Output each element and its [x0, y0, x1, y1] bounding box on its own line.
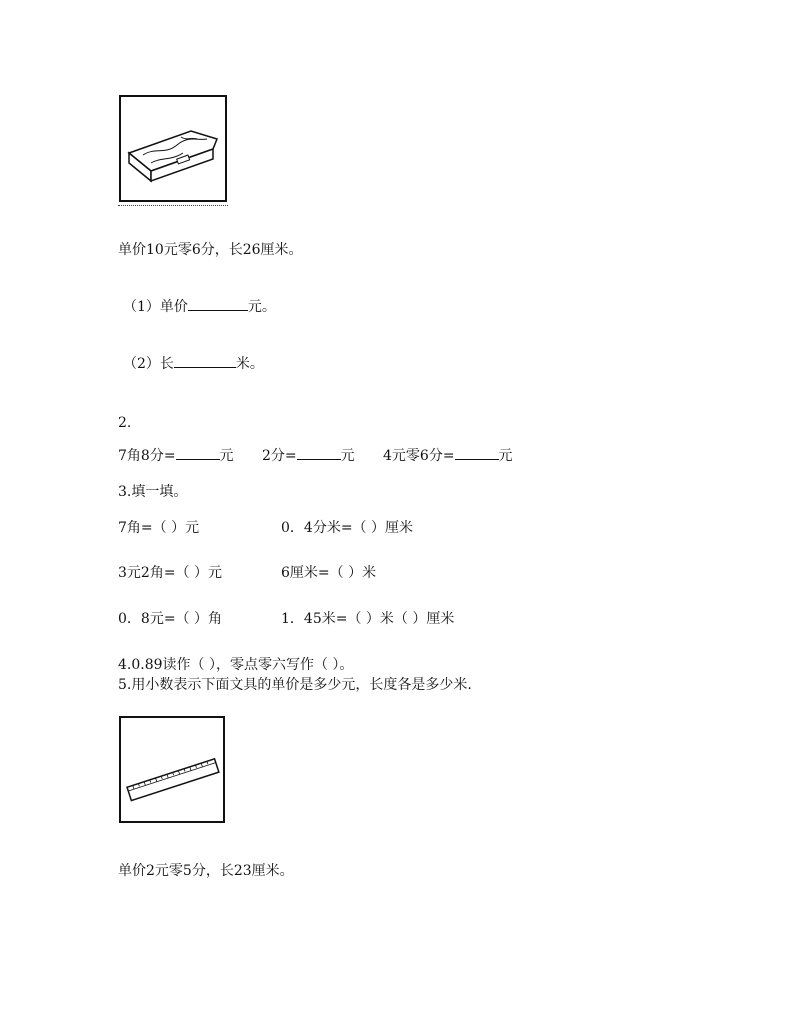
- q3-row-1-right: 0．4分米=（ ）厘米: [281, 520, 413, 536]
- q2-item-1: [118, 447, 234, 465]
- q2-item-3: [383, 447, 513, 465]
- q2-item-1-blank[interactable]: [176, 447, 220, 460]
- q1-sub2-prefix: （2）长: [123, 356, 174, 372]
- q4-text: 4.0.89读作（ ），零点零六写作（ ）。: [118, 657, 354, 673]
- q2-item-2-suffix: 元: [340, 448, 355, 464]
- ruler-image: [119, 716, 225, 823]
- q1-sub2-blank[interactable]: [174, 355, 236, 368]
- q2-item-2: [262, 447, 355, 465]
- q2-item-2-blank[interactable]: [297, 447, 341, 460]
- q2-item-2-prefix: 2分=: [262, 448, 297, 464]
- q3-row-2-right: 6厘米=（ ）米: [281, 565, 377, 581]
- q1-description: 单价10元零6分，长26厘米。: [118, 242, 303, 258]
- q2-item-3-prefix: 4元零6分=: [383, 448, 455, 464]
- q1-sub1: [123, 298, 276, 316]
- q3-row-1-left: 7角=（ ）元: [118, 520, 200, 536]
- q5-title: 5.用小数表示下面文具的单价是多少元，长度各是多少米.: [118, 677, 472, 693]
- pencil-case-icon: [121, 97, 225, 200]
- q2-number: 2.: [118, 415, 132, 431]
- q1-sub1-blank[interactable]: [188, 298, 248, 311]
- q2-item-3-blank[interactable]: [455, 447, 499, 460]
- pencil-case-image: [119, 95, 227, 202]
- q1-sub1-suffix: 元。: [247, 299, 276, 315]
- q2-item-1-suffix: 元: [219, 448, 234, 464]
- q5-description: 单价2元零5分，长23厘米。: [118, 863, 294, 879]
- q3-row-3-left: 0．8元=（ ）角: [118, 611, 222, 627]
- q2-item-3-suffix: 元: [498, 448, 513, 464]
- q3-row-2-left: 3元2角=（ ）元: [118, 565, 222, 581]
- image-divider: [118, 205, 228, 206]
- q1-sub1-prefix: （1）单价: [123, 299, 188, 315]
- q1-sub2-suffix: 米。: [235, 356, 264, 372]
- q3-row-3-right: 1．45米=（ ）米（ ）厘米: [281, 611, 455, 627]
- ruler-icon: [121, 718, 223, 821]
- q3-title: 3.填一填。: [118, 484, 188, 500]
- q2-item-1-prefix: 7角8分=: [118, 448, 176, 464]
- q1-sub2: [123, 355, 264, 373]
